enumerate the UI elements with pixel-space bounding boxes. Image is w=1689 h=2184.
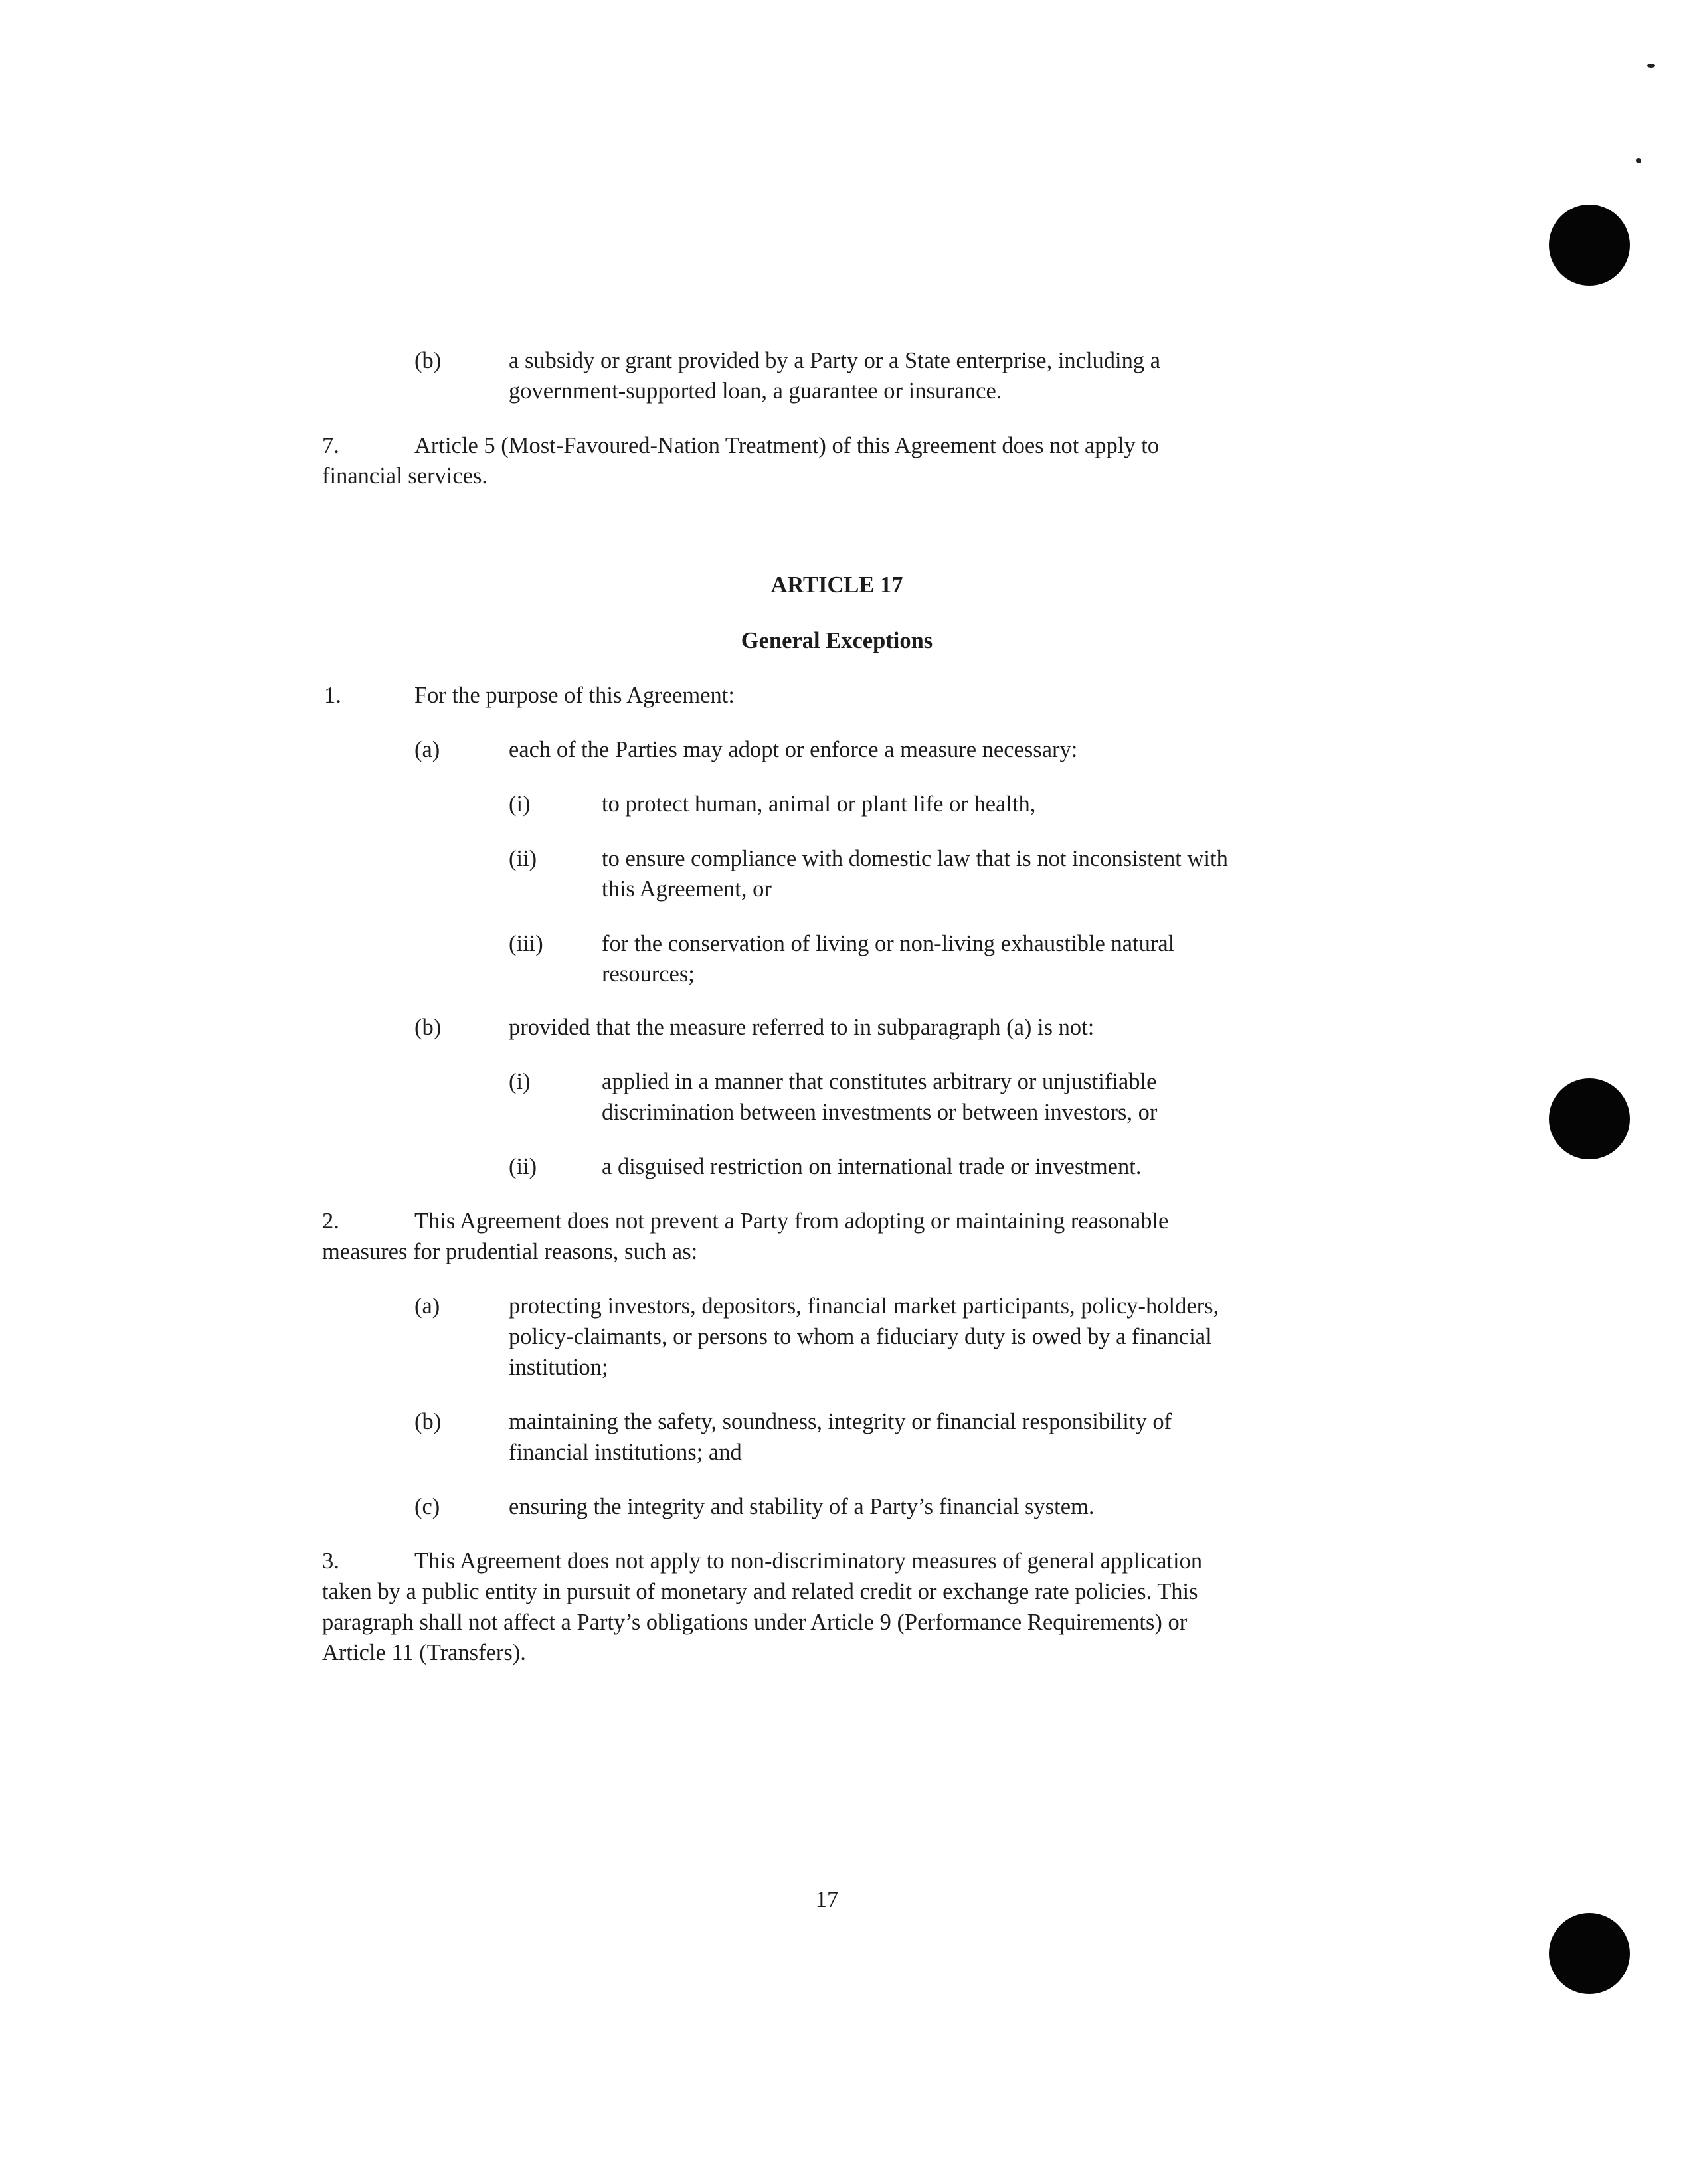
p1-a-i-label: (i): [509, 792, 531, 817]
p2-b-label: (b): [414, 1409, 442, 1434]
p1-a-ii-line1: to ensure compliance with domestic law that is not inconsistent with: [602, 846, 1228, 871]
paragraph-3-line4: Article 11 (Transfers).: [322, 1640, 526, 1665]
scan-speck: [1647, 64, 1655, 68]
paragraph-1-text: For the purpose of this Agreement:: [414, 683, 735, 708]
p1-a-iii-line1: for the conservation of living or non-living exhaustible natural: [602, 931, 1175, 956]
p2-c-label: (c): [414, 1494, 440, 1519]
punch-hole-top: [1549, 205, 1630, 286]
p1-b-label: (b): [414, 1015, 442, 1040]
article-heading: ARTICLE 17: [770, 572, 903, 598]
paragraph-7-number: 7.: [322, 433, 339, 458]
p1-b-ii-text: a disguised restriction on international trade or investment.: [602, 1154, 1142, 1179]
paragraph-2-number: 2.: [322, 1209, 339, 1234]
p1-a-i-text: to protect human, animal or plant life or health,: [602, 792, 1036, 817]
page-number: 17: [815, 1887, 839, 1912]
p2-a-label: (a): [414, 1294, 440, 1319]
item-b-line1: a subsidy or grant provided by a Party or a State enterprise, including a: [509, 348, 1161, 373]
paragraph-3-line1: This Agreement does not apply to non-discriminatory measures of general application: [414, 1549, 1203, 1574]
p1-a-iii-line2: resources;: [602, 962, 695, 987]
scan-speck: [1636, 158, 1641, 163]
paragraph-1-number: 1.: [324, 683, 341, 708]
p2-b-line2: financial institutions; and: [509, 1440, 742, 1465]
paragraph-7-line1: Article 5 (Most-Favoured-Nation Treatment) of this Agreement does not apply to: [414, 433, 1160, 458]
p2-b-line1: maintaining the safety, soundness, integrity or financial responsibility of: [509, 1409, 1172, 1434]
paragraph-3-number: 3.: [322, 1549, 339, 1574]
p1-a-iii-label: (iii): [509, 931, 543, 956]
punch-hole-middle: [1549, 1078, 1630, 1159]
p2-c-text: ensuring the integrity and stability of a Party’s financial system.: [509, 1494, 1095, 1519]
paragraph-2-line1: This Agreement does not prevent a Party from adopting or maintaining reasonable: [414, 1209, 1169, 1234]
p1-b-text: provided that the measure referred to in subparagraph (a) is not:: [509, 1015, 1095, 1040]
p1-b-i-line2: discrimination between investments or between investors, or: [602, 1100, 1158, 1125]
p2-a-line1: protecting investors, depositors, financial market participants, policy-holders,: [509, 1294, 1219, 1319]
p2-a-line3: institution;: [509, 1355, 608, 1380]
p1-b-i-line1: applied in a manner that constitutes arbitrary or unjustifiable: [602, 1069, 1157, 1094]
paragraph-7-line2: financial services.: [322, 463, 488, 489]
punch-hole-bottom: [1549, 1913, 1630, 1994]
paragraph-2-line2: measures for prudential reasons, such as:: [322, 1239, 698, 1264]
paragraph-3-line2: taken by a public entity in pursuit of monetary and related credit or exchange rate policies. This: [322, 1579, 1198, 1604]
p1-a-ii-line2: this Agreement, or: [602, 877, 772, 902]
item-b-line2: government-supported loan, a guarantee or insurance.: [509, 378, 1002, 404]
paragraph-3-line3: paragraph shall not affect a Party’s obligations under Article 9 (Performance Requirements) or: [322, 1610, 1188, 1635]
article-title: General Exceptions: [741, 628, 933, 653]
p1-a-text: each of the Parties may adopt or enforce a measure necessary:: [509, 737, 1078, 762]
p1-b-i-label: (i): [509, 1069, 531, 1094]
p2-a-line2: policy-claimants, or persons to whom a fiduciary duty is owed by a financial: [509, 1324, 1212, 1349]
p1-a-ii-label: (ii): [509, 846, 537, 871]
p1-a-label: (a): [414, 737, 440, 762]
item-b-label: (b): [414, 348, 442, 373]
p1-b-ii-label: (ii): [509, 1154, 537, 1179]
